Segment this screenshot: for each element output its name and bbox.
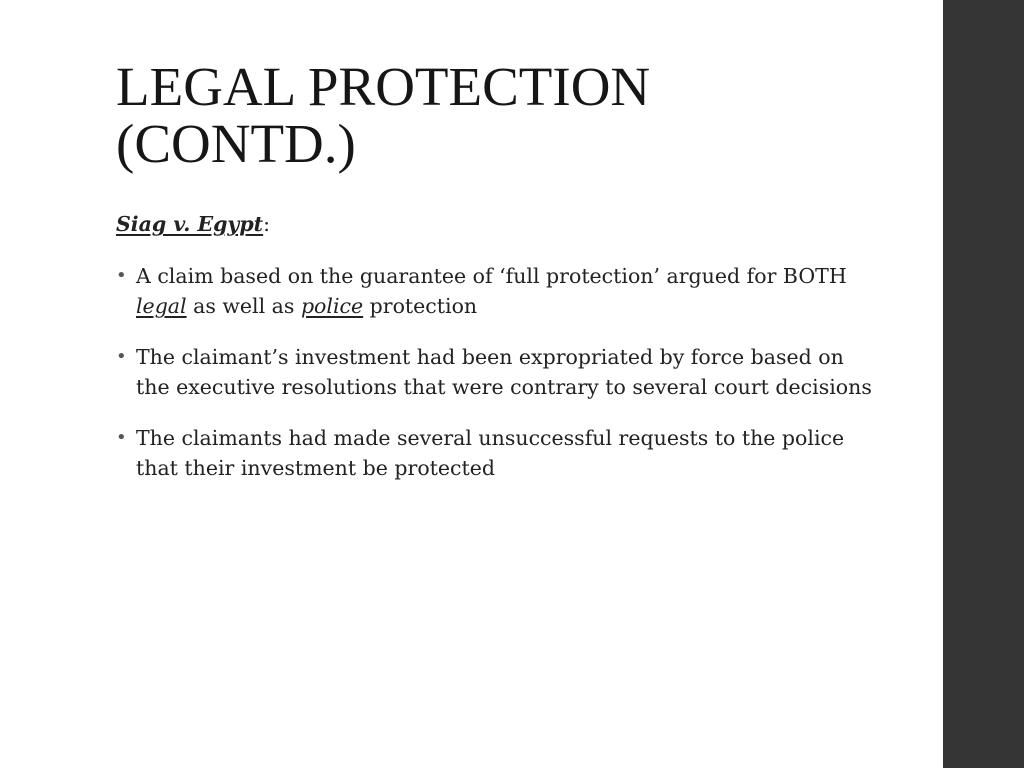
bullet-text: The claimant’s investment had been expropriated by force based on the executive resolutions that were contrary to several court decisions [136, 345, 872, 399]
bullet-text: as well as [186, 294, 301, 318]
bullet-list [116, 261, 876, 483]
slide-content [116, 209, 876, 504]
bullet-text: protection [363, 294, 478, 318]
case-heading [116, 209, 876, 239]
slide-title [116, 58, 896, 172]
bullet-icon: • [116, 346, 127, 367]
bullet-item [116, 342, 876, 402]
bullet-icon: • [116, 427, 127, 448]
slide-title-line-1: LEGAL PROTECTION [116, 56, 651, 117]
bullet-text: The claimants had made several unsuccessful requests to the police that their investment be protected [136, 426, 845, 480]
slide-title-line-2: (CONTD.) [116, 113, 356, 174]
bullet-item [116, 423, 876, 483]
bullet-icon: • [116, 265, 127, 286]
bullet-text: A claim based on the guarantee of ‘full protection’ argued for BOTH [136, 264, 847, 288]
case-colon: : [263, 212, 271, 236]
bullet-item [116, 261, 876, 321]
case-name: Siag v. Egypt [116, 212, 264, 236]
emphasis-police: police [300, 294, 364, 318]
side-bar [943, 0, 1024, 768]
emphasis-legal: legal [136, 294, 187, 318]
